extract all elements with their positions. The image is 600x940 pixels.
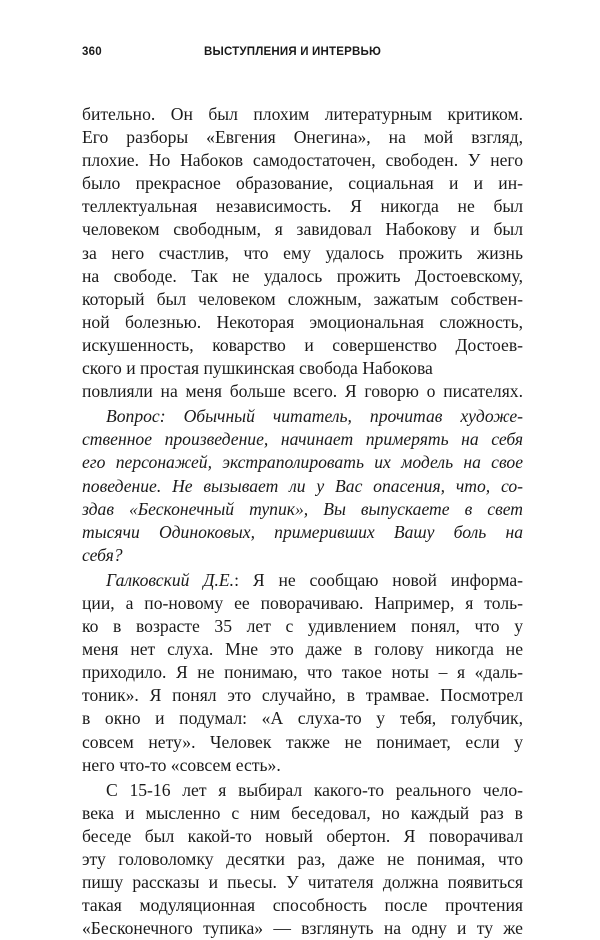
text-line: века и мысленно с ним беседовал, но каждый раз в xyxy=(82,802,523,823)
text-line: за него счастлив, что ему удалось прожить жизнь xyxy=(82,242,523,263)
text-line: тысячи Одиноковых, примеривших Вашу боль на xyxy=(82,521,523,542)
answer-first-line: : Я не сообщаю новой информа- xyxy=(234,569,524,590)
paragraph-conversation xyxy=(82,779,523,940)
text-line: человеком свободным, я завидовал Набокову и был xyxy=(82,219,523,240)
text-line: тоник». Я понял это случайно, в трамвае. Посмотрел xyxy=(82,685,523,706)
text-line: ственное произведение, начинает примерять на себя xyxy=(82,429,523,450)
page-body xyxy=(82,103,523,940)
text-line: ной болезнью. Некоторая эмоциональная сложность, xyxy=(82,311,523,332)
text-line: пишу рассказы и пьесы. У читателя должна появиться xyxy=(82,872,523,893)
text-line: ции, а по-новому ее поворачиваю. Например, я толь- xyxy=(82,592,523,613)
text-line: него что-то «совсем есть». xyxy=(82,754,281,775)
text-line: С 15-16 лет я выбирал какого-то реального чело- xyxy=(106,779,523,800)
running-title: ВЫСТУПЛЕНИЯ И ИНТЕРВЬЮ xyxy=(204,46,382,58)
text-line: совсем нету». Человек также не понимает, если у xyxy=(82,731,523,752)
text-line: такая модуляционная способность после прочтения xyxy=(82,895,523,916)
text-line: повлияли на меня больше всего. Я говорю о писателях. xyxy=(82,381,523,402)
page-header xyxy=(82,46,522,66)
interview-question xyxy=(82,405,523,567)
text-line: меня нет слуха. Мне это даже в голову никогда не xyxy=(82,639,523,660)
text-line: эту головоломку десятки раз, даже не понимая, что xyxy=(82,849,523,869)
text-line: искушенность, коварство и совершенство Достоев- xyxy=(82,334,523,355)
text-line: его персонажей, экстраполировать их модель на свое xyxy=(82,452,523,473)
text-line: плохие. Но Набоков самодостаточен, свободен. У него xyxy=(82,150,523,171)
text-line: теллектуальная независимость. Я никогда не был xyxy=(82,196,523,217)
text-line: приходило. Я не понимаю, что такое ноты – я «даль- xyxy=(82,662,523,683)
text-line: Его разборы «Евгения Онегина», на мой взгляд, xyxy=(82,127,523,148)
text-line: здав «Бесконечный тупик», Вы выпускаете в свет xyxy=(82,498,523,519)
text-line: было прекрасное образование, социальная и и ин- xyxy=(82,173,523,194)
interview-answer xyxy=(82,569,523,777)
text-line: бительно. Он был плохим литературным критиком. xyxy=(82,104,523,124)
text-line: беседе был какой-то новый обертон. Я поворачивал xyxy=(82,825,523,846)
text-line: который был человеком сложным, зажатым собствен- xyxy=(82,288,523,309)
text-line xyxy=(82,569,523,592)
text-line: поведение. Не вызывает ли у Вас опасения, что, со- xyxy=(82,475,523,496)
paragraph-nabokov xyxy=(82,103,523,403)
text-line: ко в возрасте 35 лет с удивлением понял, что у xyxy=(82,616,523,637)
text-line: на свободе. Так не удалось прожить Достоевскому, xyxy=(82,265,523,286)
speaker-name: Галковский Д.Е. xyxy=(106,569,235,590)
text-line: ского и простая пушкинская свобода Набокова xyxy=(82,358,433,379)
page-number: 360 xyxy=(82,46,102,58)
text-line: себя? xyxy=(82,544,123,565)
text-line: Вопрос: Обычный читатель, прочитав художе- xyxy=(106,406,523,427)
text-line: «Бесконечного тупика» — взглянуть на одну и ту же xyxy=(82,918,523,939)
text-line: в окно и подумал: «А слуха-то у тебя, голубчик, xyxy=(82,708,523,729)
